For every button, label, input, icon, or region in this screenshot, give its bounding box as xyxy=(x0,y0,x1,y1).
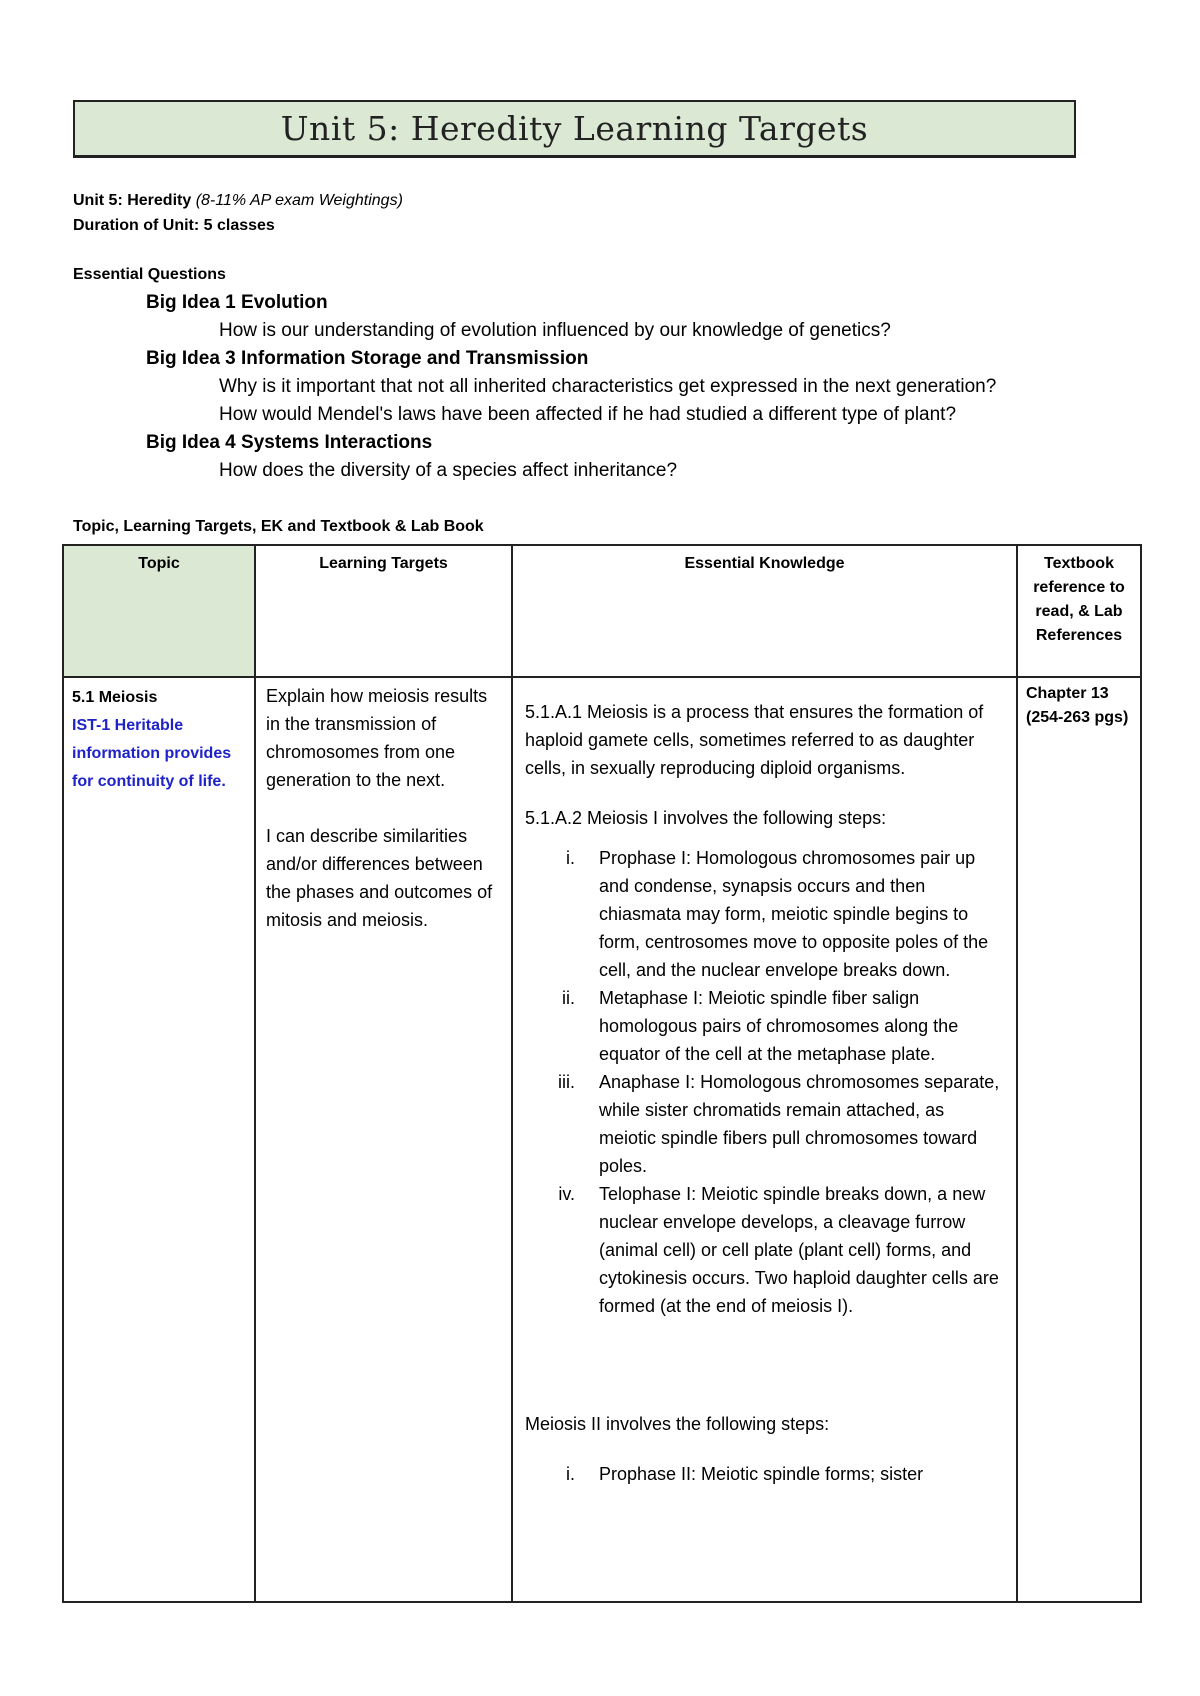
learning-target-2: I can describe similarities and/or differences between the phases and outcomes of mitosis and meiosis. xyxy=(266,826,493,930)
unit-label: Unit 5: Heredity xyxy=(73,192,192,209)
learning-targets-table xyxy=(62,544,1142,1603)
list-item: i. Prophase II: Meiotic spindle forms; sister xyxy=(566,1464,924,1484)
topic-title: 5.1 Meiosis xyxy=(72,689,158,706)
unit-line xyxy=(73,192,403,210)
big-idea-1-question-1: How is our understanding of evolution influenced by our knowledge of genetics? xyxy=(219,320,891,341)
essential-questions-heading: Essential Questions xyxy=(73,266,226,283)
essential-knowledge-cell xyxy=(512,677,1017,1602)
list-item: iii. Anaphase I: Homologous chromosomes separate, while sister chromatids remain attached, as meiotic spindle fibers pull chromosomes toward poles. xyxy=(558,1072,1000,1176)
big-idea-1-title: Big Idea 1 Evolution xyxy=(146,292,328,313)
big-idea-4-question-1: How does the diversity of a species affect inheritance? xyxy=(219,460,678,481)
big-idea-3-title: Big Idea 3 Information Storage and Transmission xyxy=(146,348,589,369)
table-header-row xyxy=(63,545,1141,677)
ek-5-1-a-2: 5.1.A.2 Meiosis I involves the following steps: xyxy=(525,808,887,828)
big-idea-4-title: Big Idea 4 Systems Interactions xyxy=(146,432,433,453)
learning-targets-cell xyxy=(255,677,512,1602)
ek-5-1-a-1: 5.1.A.1 Meiosis is a process that ensures the formation of haploid gamete cells, sometimes referred to as daughter cells, in sexually reproducing diploid organisms. xyxy=(525,702,984,778)
list-item: iv. Telophase I: Meiotic spindle breaks down, a new nuclear envelope develops, a cleavage furrow (animal cell) or cell plate (plant cell) forms, and cytokinesis occurs. Two haploid daughter cells are formed (at the end of meiosis I). xyxy=(558,1184,999,1316)
unit-weighting: (8-11% AP exam Weightings) xyxy=(195,192,403,209)
header-learning-targets: Learning Targets xyxy=(255,545,512,677)
ek-meiosis-ii-intro: Meiosis II involves the following steps: xyxy=(525,1414,830,1434)
header-textbook-reference: Textbook reference to read, & Lab References xyxy=(1017,545,1141,677)
topic-big-idea-link: IST-1 Heritable information provides for continuity of life. xyxy=(72,717,232,790)
big-idea-3-question-2: How would Mendel's laws have been affected if he had studied a different type of plant? xyxy=(219,404,957,425)
textbook-reference-cell xyxy=(1017,677,1141,1602)
table-heading: Topic, Learning Targets, EK and Textbook & Lab Book xyxy=(73,518,484,535)
textbook-reference: Chapter 13 (254-263 pgs) xyxy=(1026,685,1129,726)
table-row xyxy=(63,677,1141,1602)
list-item: i. Prophase I: Homologous chromosomes pair up and condense, synapsis occurs and then chiasmata may form, meiotic spindle begins to form, centrosomes move to opposite poles of the cell, and the nuclear envelope breaks down. xyxy=(566,848,989,980)
list-item: ii. Metaphase I: Meiotic spindle fiber salign homologous pairs of chromosomes along the equator of the cell at the metaphase plate. xyxy=(562,988,959,1064)
title-banner xyxy=(73,100,1076,158)
topic-cell xyxy=(63,677,255,1602)
learning-target-1: Explain how meiosis results in the transmission of chromosomes from one generation to the next. xyxy=(266,686,488,790)
header-topic: Topic xyxy=(63,545,255,677)
page-title: Unit 5: Heredity Learning Targets xyxy=(280,109,869,148)
header-essential-knowledge: Essential Knowledge xyxy=(512,545,1017,677)
big-idea-3-question-1: Why is it important that not all inherited characteristics get expressed in the next generation? xyxy=(219,376,997,397)
unit-duration: Duration of Unit: 5 classes xyxy=(73,217,275,234)
